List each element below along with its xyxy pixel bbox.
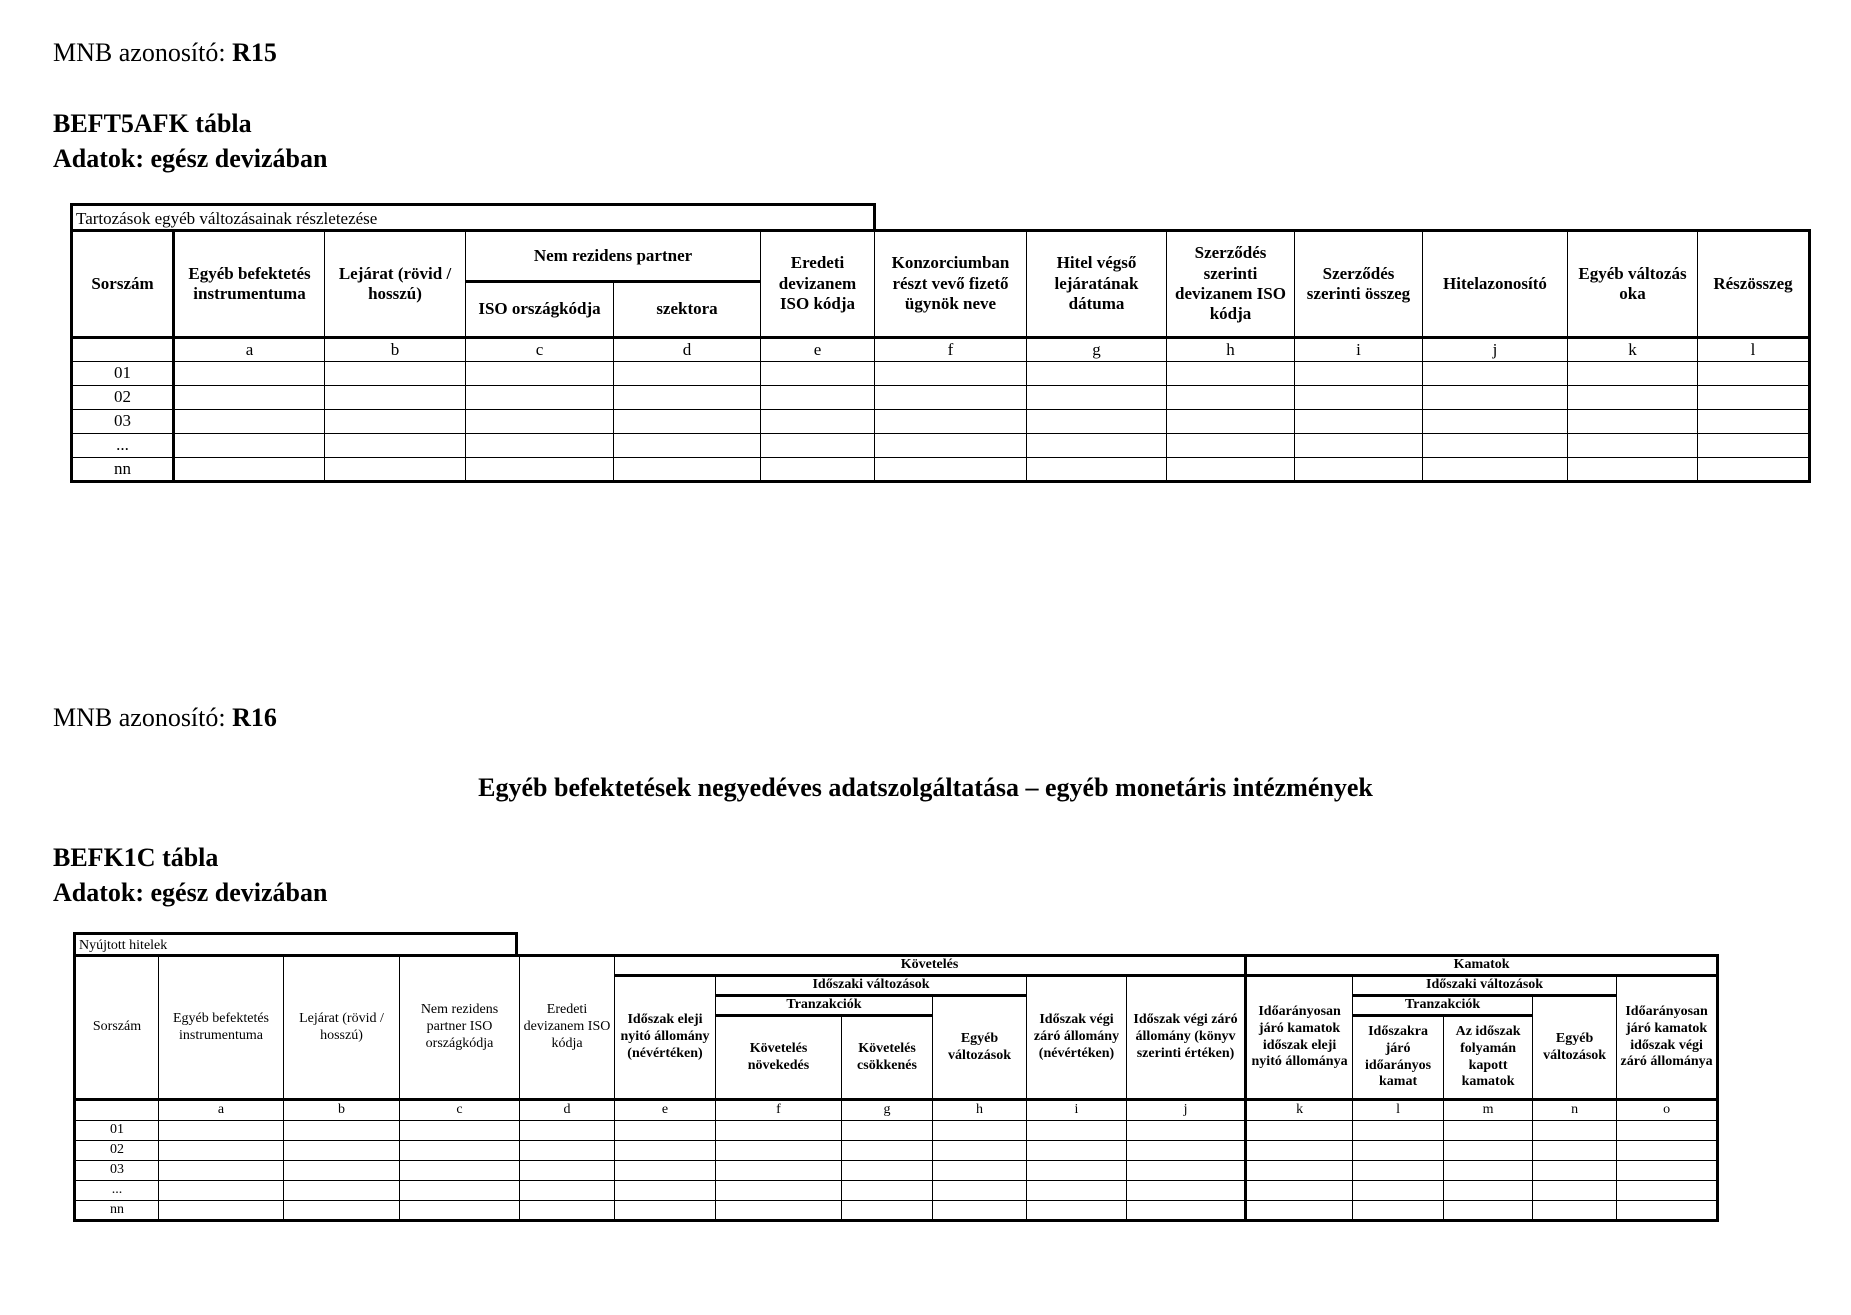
r16-row-label: nn <box>75 1201 159 1221</box>
r16-caption: Nyújtott hitelek <box>73 932 518 955</box>
r16-cell-h[interactable] <box>933 1141 1027 1161</box>
r15-letter-d: d <box>614 338 761 362</box>
r15-cell-k[interactable] <box>1568 458 1698 482</box>
r16-cell-b[interactable] <box>284 1181 400 1201</box>
r16-letter-b: b <box>284 1100 400 1121</box>
r15-header-d: szektora <box>614 282 761 338</box>
r15-cell-d[interactable] <box>614 434 761 458</box>
r15-letter-k: k <box>1568 338 1698 362</box>
r16-letter-m: m <box>1444 1100 1533 1121</box>
r16-header-sorszam: Sorszám <box>75 956 159 1100</box>
r16-cell-k[interactable] <box>1246 1141 1353 1161</box>
r16-letter-h: h <box>933 1100 1027 1121</box>
r15-cell-d[interactable] <box>614 386 761 410</box>
r16-header-tranz-1: Tranzakciók <box>716 996 933 1016</box>
r16-table-name: BEFK1C tábla <box>53 843 219 872</box>
r15-cell-f[interactable] <box>875 410 1027 434</box>
r15-letter-a: a <box>174 338 325 362</box>
r16-header-c: Nem rezidens partner ISO országkódja <box>400 956 520 1100</box>
r16-cell-j[interactable] <box>1127 1121 1246 1141</box>
r16-table <box>73 954 1719 1222</box>
r16-cell-m[interactable] <box>1444 1161 1533 1181</box>
r16-cell-h[interactable] <box>933 1201 1027 1221</box>
r15-header-g: Hitel végső lejáratának dátuma <box>1027 231 1167 338</box>
r16-cell-m[interactable] <box>1444 1121 1533 1141</box>
r15-table-row <box>72 362 1810 386</box>
r15-header-h: Szerződés szerinti devizanem ISO kódja <box>1167 231 1295 338</box>
r16-letter-j: j <box>1127 1100 1246 1121</box>
r16-cell-b[interactable] <box>284 1201 400 1221</box>
r15-cell-c[interactable] <box>466 410 614 434</box>
r15-cell-g[interactable] <box>1027 362 1167 386</box>
r16-cell-i[interactable] <box>1027 1161 1127 1181</box>
r15-cell-j[interactable] <box>1423 410 1568 434</box>
r16-cell-h[interactable] <box>933 1181 1027 1201</box>
r16-cell-j[interactable] <box>1127 1201 1246 1221</box>
r15-header-f: Konzorciumban részt vevő fizető ügynök neve <box>875 231 1027 338</box>
r16-cell-f[interactable] <box>716 1141 842 1161</box>
r15-cell-a[interactable] <box>174 386 325 410</box>
r16-header-o: Időarányosan járó kamatok időszak végi záró állománya <box>1617 976 1718 1100</box>
r15-header-l: Részösszeg <box>1698 231 1810 338</box>
r16-header-kamatok: Kamatok <box>1246 956 1718 976</box>
r15-cell-i[interactable] <box>1295 386 1423 410</box>
r15-table-row <box>72 434 1810 458</box>
r15-cell-l[interactable] <box>1698 458 1810 482</box>
r16-cell-o[interactable] <box>1617 1161 1718 1181</box>
r16-cell-j[interactable] <box>1127 1181 1246 1201</box>
r16-header-l: Időszakra járó időarányos kamat <box>1353 1016 1444 1100</box>
r15-cell-g[interactable] <box>1027 410 1167 434</box>
r16-cell-o[interactable] <box>1617 1121 1718 1141</box>
r16-mnb-id: R16 <box>232 703 277 732</box>
r16-cell-c[interactable] <box>400 1201 520 1221</box>
r15-cell-d[interactable] <box>614 458 761 482</box>
r15-header-a: Egyéb befektetés instrumentuma <box>174 231 325 338</box>
r16-cell-o[interactable] <box>1617 1141 1718 1161</box>
r16-cell-a[interactable] <box>159 1201 284 1221</box>
r15-cell-f[interactable] <box>875 458 1027 482</box>
r16-table-row <box>75 1201 1718 1221</box>
r16-cell-d[interactable] <box>520 1181 615 1201</box>
r15-mnb-id: R15 <box>232 38 277 67</box>
r16-cell-n[interactable] <box>1533 1181 1617 1201</box>
r15-cell-c[interactable] <box>466 458 614 482</box>
r16-header-a: Egyéb befektetés instrumentuma <box>159 956 284 1100</box>
r16-letter-n: n <box>1533 1100 1617 1121</box>
r15-cell-c[interactable] <box>466 386 614 410</box>
r16-header-idoszaki-1: Időszaki változások <box>716 976 1027 996</box>
r15-table-row <box>72 410 1810 434</box>
r16-cell-i[interactable] <box>1027 1181 1127 1201</box>
r15-cell-d[interactable] <box>614 410 761 434</box>
r16-cell-m[interactable] <box>1444 1141 1533 1161</box>
r15-cell-f[interactable] <box>875 434 1027 458</box>
r15-letter-b: b <box>325 338 466 362</box>
r16-cell-e[interactable] <box>615 1201 716 1221</box>
r15-row-label: 03 <box>72 410 174 434</box>
r16-cell-c[interactable] <box>400 1141 520 1161</box>
r15-cell-i[interactable] <box>1295 434 1423 458</box>
r15-header-i: Szerződés szerinti összeg <box>1295 231 1423 338</box>
r15-cell-e[interactable] <box>761 434 875 458</box>
r16-cell-f[interactable] <box>716 1201 842 1221</box>
r16-cell-d[interactable] <box>520 1141 615 1161</box>
r16-cell-f[interactable] <box>716 1161 842 1181</box>
r15-cell-b[interactable] <box>325 386 466 410</box>
r16-cell-k[interactable] <box>1246 1121 1353 1141</box>
r15-cell-k[interactable] <box>1568 410 1698 434</box>
r16-cell-b[interactable] <box>284 1141 400 1161</box>
r15-header-e: Eredeti devizanem ISO kódja <box>761 231 875 338</box>
r15-cell-h[interactable] <box>1167 386 1295 410</box>
r16-cell-i[interactable] <box>1027 1201 1127 1221</box>
r16-header-j: Időszak végi záró állomány (könyv szerinti értéken) <box>1127 976 1246 1100</box>
r16-cell-i[interactable] <box>1027 1141 1127 1161</box>
r16-cell-i[interactable] <box>1027 1121 1127 1141</box>
r16-cell-d[interactable] <box>520 1121 615 1141</box>
r15-cell-h[interactable] <box>1167 434 1295 458</box>
r15-table <box>70 229 1811 483</box>
r16-cell-c[interactable] <box>400 1161 520 1181</box>
r16-letter-a: a <box>159 1100 284 1121</box>
r16-main-title: Egyéb befektetések negyedéves adatszolgáltatása – egyéb monetáris intézmények <box>478 773 1373 802</box>
r16-mnb-line <box>53 703 277 733</box>
r16-letter-d: d <box>520 1100 615 1121</box>
r15-cell-d[interactable] <box>614 362 761 386</box>
r16-cell-e[interactable] <box>615 1181 716 1201</box>
r16-cell-e[interactable] <box>615 1121 716 1141</box>
r15-cell-b[interactable] <box>325 458 466 482</box>
r15-letter-h: h <box>1167 338 1295 362</box>
r15-cell-g[interactable] <box>1027 386 1167 410</box>
r15-header-sorszam: Sorszám <box>72 231 174 338</box>
r15-table-row <box>72 458 1810 482</box>
r15-cell-k[interactable] <box>1568 362 1698 386</box>
r16-cell-n[interactable] <box>1533 1201 1617 1221</box>
r16-header-b: Lejárat (rövid / hosszú) <box>284 956 400 1100</box>
r15-cell-c[interactable] <box>466 434 614 458</box>
r16-cell-c[interactable] <box>400 1181 520 1201</box>
r16-letter-row <box>75 1100 1718 1121</box>
r15-letter-l: l <box>1698 338 1810 362</box>
r15-letter-j: j <box>1423 338 1568 362</box>
r16-letter-o: o <box>1617 1100 1718 1121</box>
r16-letter-f: f <box>716 1100 842 1121</box>
r16-cell-m[interactable] <box>1444 1201 1533 1221</box>
r15-cell-j[interactable] <box>1423 458 1568 482</box>
r15-cell-c[interactable] <box>466 362 614 386</box>
r16-cell-f[interactable] <box>716 1181 842 1201</box>
r15-caption: Tartozások egyéb változásainak részletezése <box>70 203 876 230</box>
r16-letter-i: i <box>1027 1100 1127 1121</box>
r15-cell-i[interactable] <box>1295 362 1423 386</box>
r15-cell-e[interactable] <box>761 386 875 410</box>
r16-header-kovetes: Követelés <box>615 956 1246 976</box>
r15-cell-h[interactable] <box>1167 362 1295 386</box>
r16-cell-l[interactable] <box>1353 1181 1444 1201</box>
r16-cell-k[interactable] <box>1246 1161 1353 1181</box>
r15-cell-j[interactable] <box>1423 434 1568 458</box>
r15-header-j: Hitelazonosító <box>1423 231 1568 338</box>
r15-cell-l[interactable] <box>1698 434 1810 458</box>
r15-cell-i[interactable] <box>1295 410 1423 434</box>
r16-cell-g[interactable] <box>842 1141 933 1161</box>
r15-cell-j[interactable] <box>1423 386 1568 410</box>
r16-header-m: Az időszak folyamán kapott kamatok <box>1444 1016 1533 1100</box>
r15-row-label: nn <box>72 458 174 482</box>
r16-row-label: ... <box>75 1181 159 1201</box>
r15-cell-b[interactable] <box>325 434 466 458</box>
r15-table-row <box>72 386 1810 410</box>
r15-letter-row <box>72 338 1810 362</box>
r15-header-k: Egyéb változás oka <box>1568 231 1698 338</box>
r16-letter-e: e <box>615 1100 716 1121</box>
r15-header-partner: Nem rezidens partner <box>466 231 761 282</box>
r15-cell-f[interactable] <box>875 386 1027 410</box>
r16-table-row <box>75 1181 1718 1201</box>
r16-cell-e[interactable] <box>615 1141 716 1161</box>
r16-row-label: 01 <box>75 1121 159 1141</box>
r16-cell-j[interactable] <box>1127 1161 1246 1181</box>
r16-cell-l[interactable] <box>1353 1141 1444 1161</box>
r16-cell-g[interactable] <box>842 1121 933 1141</box>
r16-cell-o[interactable] <box>1617 1201 1718 1221</box>
r16-cell-n[interactable] <box>1533 1121 1617 1141</box>
r16-header-i: Időszak végi záró állomány (névértéken) <box>1027 976 1127 1100</box>
r15-cell-e[interactable] <box>761 458 875 482</box>
r15-letter-i: i <box>1295 338 1423 362</box>
r16-header-tranz-2: Tranzakciók <box>1353 996 1533 1016</box>
r16-cell-k[interactable] <box>1246 1201 1353 1221</box>
r16-cell-h[interactable] <box>933 1121 1027 1141</box>
r16-header-n: Egyéb változások <box>1533 996 1617 1100</box>
r16-header-h: Egyéb változások <box>933 996 1027 1100</box>
r16-cell-g[interactable] <box>842 1181 933 1201</box>
r15-cell-b[interactable] <box>325 362 466 386</box>
r16-letter-k: k <box>1246 1100 1353 1121</box>
r16-header-k: Időarányosan járó kamatok időszak eleji nyitó állománya <box>1246 976 1353 1100</box>
r15-header-b: Lejárat (rövid / hosszú) <box>325 231 466 338</box>
r16-cell-a[interactable] <box>159 1141 284 1161</box>
r15-cell-a[interactable] <box>174 458 325 482</box>
r15-letter-e: e <box>761 338 875 362</box>
r15-row-label: ... <box>72 434 174 458</box>
r16-cell-k[interactable] <box>1246 1181 1353 1201</box>
r16-letter-g: g <box>842 1100 933 1121</box>
r16-cell-c[interactable] <box>400 1121 520 1141</box>
r15-cell-k[interactable] <box>1568 434 1698 458</box>
r15-cell-k[interactable] <box>1568 386 1698 410</box>
r15-cell-h[interactable] <box>1167 410 1295 434</box>
r15-letter-f: f <box>875 338 1027 362</box>
r16-cell-a[interactable] <box>159 1181 284 1201</box>
r15-letter-blank <box>72 338 174 362</box>
r16-cell-b[interactable] <box>284 1121 400 1141</box>
r16-mnb-label: MNB azonosító: <box>53 703 226 732</box>
r16-cell-j[interactable] <box>1127 1141 1246 1161</box>
r15-mnb-line <box>53 38 277 68</box>
r16-cell-e[interactable] <box>615 1161 716 1181</box>
r16-cell-d[interactable] <box>520 1201 615 1221</box>
r15-mnb-label: MNB azonosító: <box>53 38 226 67</box>
r15-cell-l[interactable] <box>1698 410 1810 434</box>
r16-letter-blank <box>75 1100 159 1121</box>
r16-cell-n[interactable] <box>1533 1161 1617 1181</box>
r15-cell-e[interactable] <box>761 362 875 386</box>
r16-cell-m[interactable] <box>1444 1181 1533 1201</box>
r15-cell-l[interactable] <box>1698 362 1810 386</box>
r16-row-label: 03 <box>75 1161 159 1181</box>
r15-row-label: 01 <box>72 362 174 386</box>
r16-header-f: Követelés növekedés <box>716 1016 842 1100</box>
r15-letter-c: c <box>466 338 614 362</box>
r16-cell-a[interactable] <box>159 1121 284 1141</box>
r15-cell-j[interactable] <box>1423 362 1568 386</box>
r16-letter-c: c <box>400 1100 520 1121</box>
r16-table-row <box>75 1161 1718 1181</box>
r16-table-body <box>75 1121 1718 1221</box>
r16-cell-d[interactable] <box>520 1161 615 1181</box>
r16-cell-l[interactable] <box>1353 1121 1444 1141</box>
r16-table-row <box>75 1141 1718 1161</box>
r16-cell-b[interactable] <box>284 1161 400 1181</box>
r16-cell-l[interactable] <box>1353 1161 1444 1181</box>
r15-cell-a[interactable] <box>174 410 325 434</box>
r15-cell-i[interactable] <box>1295 458 1423 482</box>
r16-cell-a[interactable] <box>159 1161 284 1181</box>
r16-cell-h[interactable] <box>933 1161 1027 1181</box>
r15-cell-l[interactable] <box>1698 386 1810 410</box>
r16-header-idoszaki-2: Időszaki változások <box>1353 976 1617 996</box>
r16-cell-f[interactable] <box>716 1121 842 1141</box>
r16-header-g: Követelés csökkenés <box>842 1016 933 1100</box>
r15-cell-f[interactable] <box>875 362 1027 386</box>
r16-cell-g[interactable] <box>842 1201 933 1221</box>
r15-cell-h[interactable] <box>1167 458 1295 482</box>
r15-cell-a[interactable] <box>174 362 325 386</box>
r16-cell-o[interactable] <box>1617 1181 1718 1201</box>
r16-cell-g[interactable] <box>842 1161 933 1181</box>
r15-table-name: BEFT5AFK tábla <box>53 109 252 138</box>
r16-letter-l: l <box>1353 1100 1444 1121</box>
r15-cell-g[interactable] <box>1027 458 1167 482</box>
r15-table-body <box>72 362 1810 482</box>
r16-data-unit: Adatok: egész devizában <box>53 878 328 907</box>
r16-table-row <box>75 1121 1718 1141</box>
r15-row-label: 02 <box>72 386 174 410</box>
r15-cell-g[interactable] <box>1027 434 1167 458</box>
r15-data-unit: Adatok: egész devizában <box>53 144 328 173</box>
r15-cell-e[interactable] <box>761 410 875 434</box>
r15-cell-b[interactable] <box>325 410 466 434</box>
r16-row-label: 02 <box>75 1141 159 1161</box>
r15-header-c: ISO országkódja <box>466 282 614 338</box>
r16-cell-l[interactable] <box>1353 1201 1444 1221</box>
r16-header-e: Időszak eleji nyitó állomány (névértéken) <box>615 976 716 1100</box>
r16-header-d: Eredeti devizanem ISO kódja <box>520 956 615 1100</box>
r15-cell-a[interactable] <box>174 434 325 458</box>
r16-cell-n[interactable] <box>1533 1141 1617 1161</box>
r15-letter-g: g <box>1027 338 1167 362</box>
